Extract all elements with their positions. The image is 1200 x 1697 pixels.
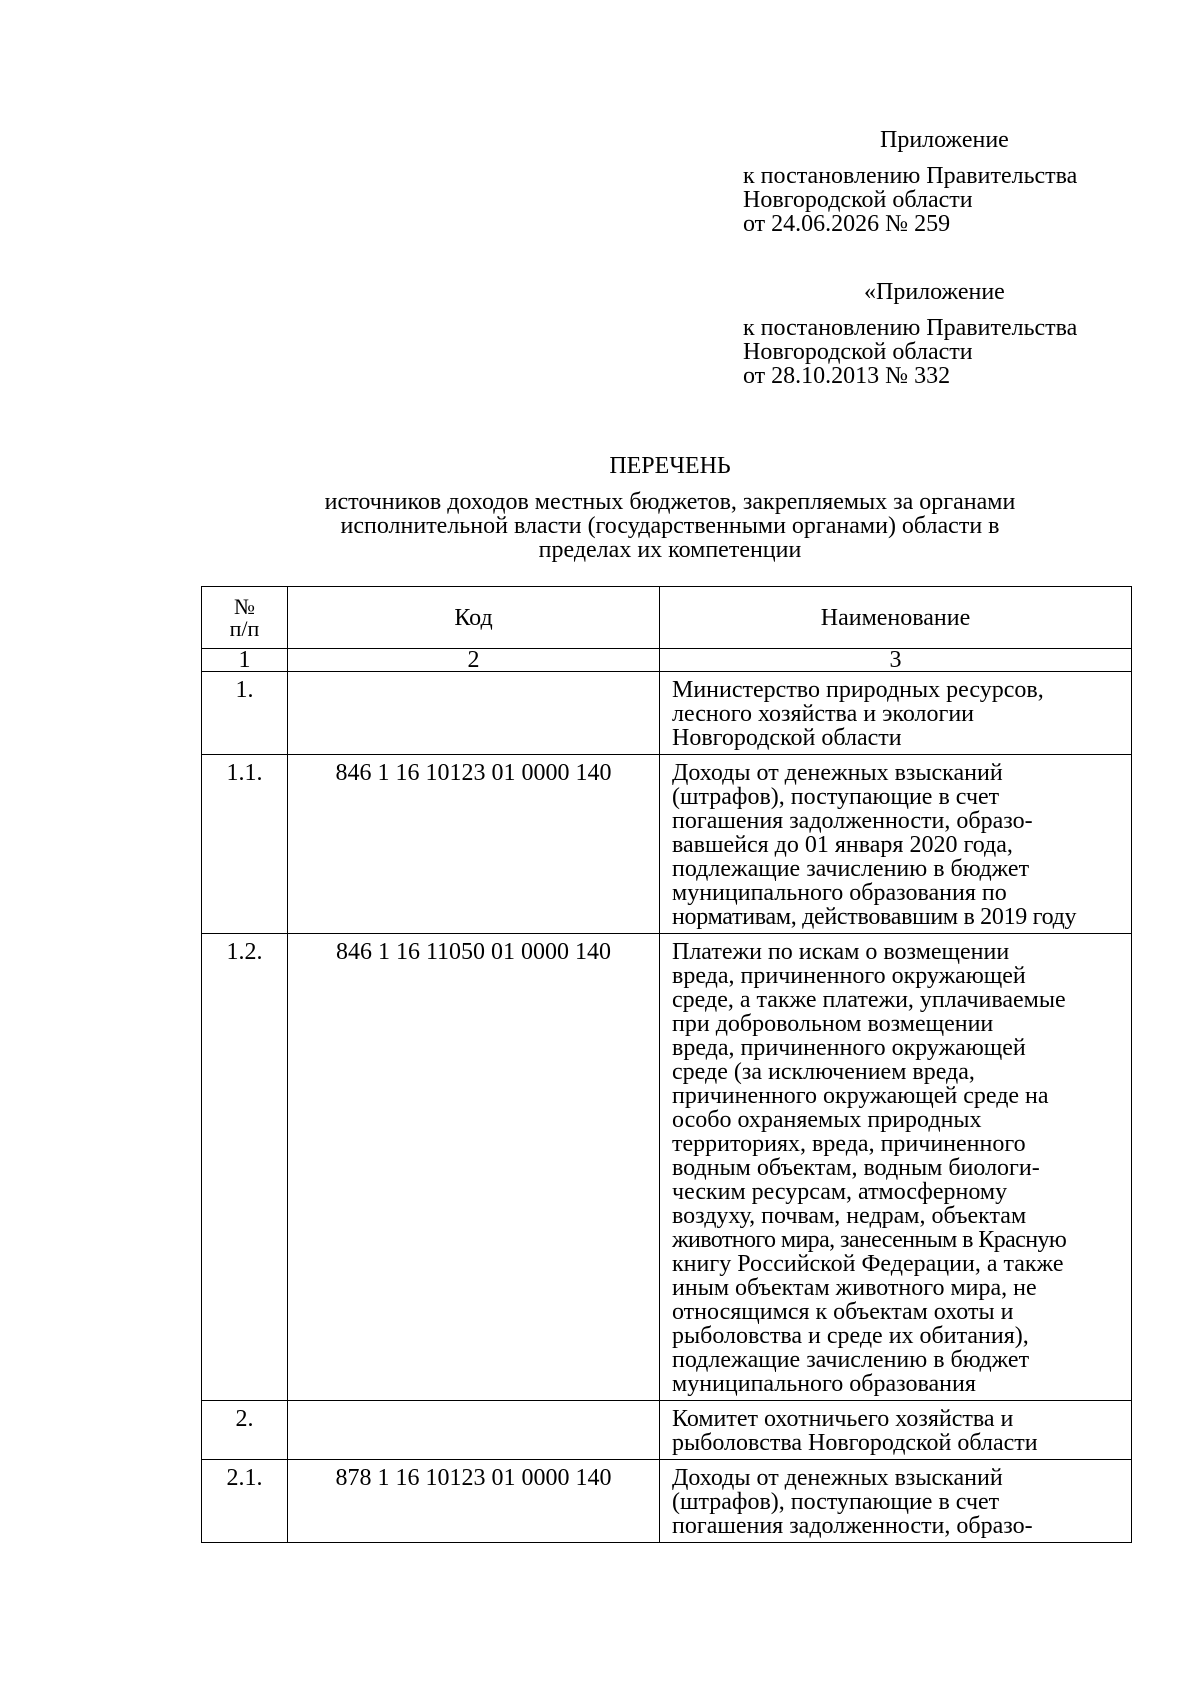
subheading-line: источников доходов местных бюджетов, закрепляемых за органами bbox=[324, 489, 1016, 515]
row-number: 1.1. bbox=[202, 755, 288, 934]
appendix-reference-line: от 24.06.2026 № 259 bbox=[743, 211, 951, 237]
row-name-line: рыболовства Новгородской области bbox=[672, 1430, 1038, 1456]
table-header-row bbox=[202, 587, 1132, 649]
appendix-reference-line: к постановлению Правительства bbox=[743, 163, 1078, 189]
column-header-number-sign: № bbox=[234, 593, 255, 619]
appendix-title: Приложение bbox=[880, 127, 1009, 153]
row-name-line: вреда, причиненного окружающей bbox=[672, 1035, 1026, 1061]
row-code: 878 1 16 10123 01 0000 140 bbox=[288, 1460, 660, 1543]
subheading-line: исполнительной власти (государственными органами) области в bbox=[340, 513, 1000, 539]
row-name-line: нормативам, действовавшим в 2019 году bbox=[672, 904, 1077, 930]
table-index-row bbox=[202, 649, 1132, 672]
column-index: 3 bbox=[660, 649, 1132, 672]
row-number: 1.2. bbox=[202, 934, 288, 1401]
column-index: 2 bbox=[288, 649, 660, 672]
row-name-line: погашения задолженности, образо- bbox=[672, 1513, 1033, 1539]
row-name-line: погашения задолженности, образо- bbox=[672, 808, 1033, 834]
original-appendix-reference-line: от 28.10.2013 № 332 bbox=[743, 363, 951, 389]
row-name-line: муниципального образования bbox=[672, 1371, 976, 1397]
row-name-line: Новгородской области bbox=[672, 725, 902, 751]
row-name-line: относящимся к объектам охоты и bbox=[672, 1299, 1014, 1325]
table-row bbox=[202, 755, 1132, 934]
row-name-line: книгу Российской Федерации, а также bbox=[672, 1251, 1064, 1277]
row-number: 2. bbox=[202, 1401, 288, 1460]
table-row bbox=[202, 672, 1132, 755]
column-header-number bbox=[202, 587, 288, 649]
row-name-line: животного мира, занесенным в Красную bbox=[672, 1227, 1067, 1253]
row-name-line: лесного хозяйства и экологии bbox=[672, 701, 975, 727]
original-appendix-reference-line: к постановлению Правительства bbox=[743, 315, 1078, 341]
row-name-line: водным объектам, водным биологи- bbox=[672, 1155, 1040, 1181]
row-name-line: ческим ресурсам, атмосферному bbox=[672, 1179, 1008, 1205]
row-name-line: Доходы от денежных взысканий bbox=[672, 760, 1003, 786]
revenue-sources-table bbox=[201, 586, 1132, 1543]
column-header-number-label: п/п bbox=[229, 615, 260, 641]
row-name-line: подлежащие зачислению в бюджет bbox=[672, 1347, 1030, 1373]
row-name-line: муниципального образования по bbox=[672, 880, 1007, 906]
row-code: 846 1 16 11050 01 0000 140 bbox=[288, 934, 660, 1401]
row-name-line: рыболовства и среде их обитания), bbox=[672, 1323, 1029, 1349]
original-appendix-reference-line: Новгородской области bbox=[743, 339, 973, 365]
appendix-reference bbox=[743, 164, 1077, 236]
row-name-line: среде, а также платежи, уплачиваемые bbox=[672, 987, 1066, 1013]
row-code bbox=[288, 672, 660, 755]
row-name bbox=[660, 755, 1132, 934]
original-appendix-title: «Приложение bbox=[864, 279, 1005, 305]
row-name-line: воздуху, почвам, недрам, объектам bbox=[672, 1203, 1027, 1229]
subheading-line: пределах их компетенции bbox=[538, 537, 802, 563]
row-code: 846 1 16 10123 01 0000 140 bbox=[288, 755, 660, 934]
original-appendix-reference bbox=[743, 316, 1077, 388]
appendix-reference-line: Новгородской области bbox=[743, 187, 973, 213]
table-row bbox=[202, 1401, 1132, 1460]
row-name bbox=[660, 934, 1132, 1401]
column-header-name: Наименование bbox=[660, 587, 1132, 649]
row-name bbox=[660, 672, 1132, 755]
row-name-line: Комитет охотничьего хозяйства и bbox=[672, 1406, 1014, 1432]
row-name-line: Платежи по искам о возмещении bbox=[672, 939, 1010, 965]
document-subheading bbox=[220, 490, 1120, 562]
row-name-line: иным объектам животного мира, не bbox=[672, 1275, 1037, 1301]
row-name-line: подлежащие зачислению в бюджет bbox=[672, 856, 1030, 882]
row-name bbox=[660, 1401, 1132, 1460]
column-header-code: Код bbox=[288, 587, 660, 649]
table-row bbox=[202, 934, 1132, 1401]
table-row bbox=[202, 1460, 1132, 1543]
row-name-line: причиненного окружающей среде на bbox=[672, 1083, 1049, 1109]
row-name-line: территориях, вреда, причиненного bbox=[672, 1131, 1026, 1157]
column-index: 1 bbox=[202, 649, 288, 672]
row-name-line: Министерство природных ресурсов, bbox=[672, 677, 1044, 703]
row-name-line: особо охраняемых природных bbox=[672, 1107, 982, 1133]
row-number: 2.1. bbox=[202, 1460, 288, 1543]
row-name-line: (штрафов), поступающие в счет bbox=[672, 1489, 1000, 1515]
document-heading: ПЕРЕЧЕНЬ bbox=[609, 453, 731, 479]
row-name-line: вавшейся до 01 января 2020 года, bbox=[672, 832, 1013, 858]
row-name-line: при добровольном возмещении bbox=[672, 1011, 994, 1037]
row-name bbox=[660, 1460, 1132, 1543]
row-number: 1. bbox=[202, 672, 288, 755]
row-name-line: (штрафов), поступающие в счет bbox=[672, 784, 1000, 810]
row-name-line: среде (за исключением вреда, bbox=[672, 1059, 975, 1085]
row-code bbox=[288, 1401, 660, 1460]
row-name-line: Доходы от денежных взысканий bbox=[672, 1465, 1003, 1491]
row-name-line: вреда, причиненного окружающей bbox=[672, 963, 1026, 989]
